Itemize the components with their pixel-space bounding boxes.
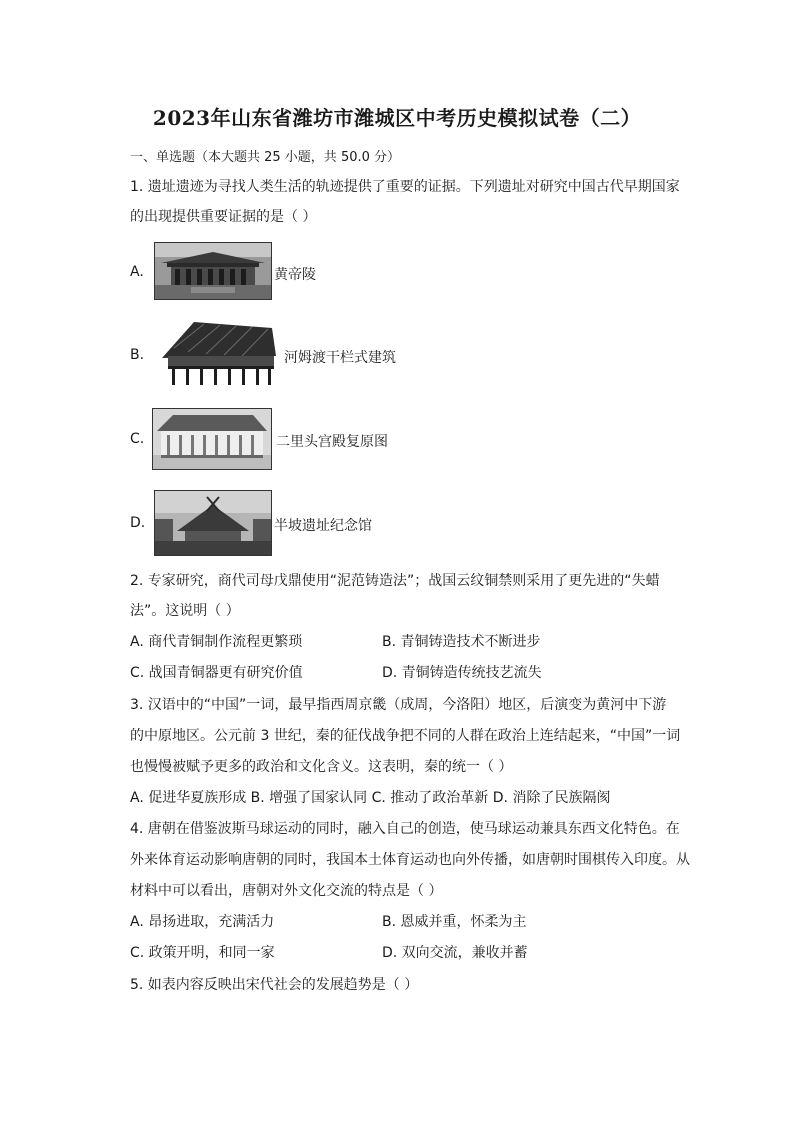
q2-stem-line1: 2. 专家研究，商代司母戊鼎使用“泥范铸造法”；战国云纹铜禁则采用了更先进的“失蜡	[130, 573, 660, 589]
q1-option-b-label: B.	[130, 347, 145, 363]
q4-option-b: B. 恩威并重，怀柔为主	[382, 914, 527, 930]
q1-option-d-caption: 半坡遗址纪念馆	[274, 518, 372, 534]
q2-option-b: B. 青铜铸造技术不断进步	[382, 634, 541, 650]
q4-stem-line1: 4. 唐朝在借鉴波斯马球运动的同时，融入自己的创造，使马球运动兼具东西文化特色。在	[130, 821, 680, 837]
stilt-house-photo	[154, 318, 280, 388]
q1-option-a-label: A.	[130, 264, 144, 280]
q1-option-c-caption: 二里头宫殿复原图	[276, 434, 388, 450]
memorial-hall-photo	[154, 490, 272, 556]
q4-stem-line3: 材料中可以看出，唐朝对外文化交流的特点是（ ）	[130, 883, 443, 899]
q4-option-d: D. 双向交流，兼收并蓄	[382, 945, 528, 961]
q4-stem-line2: 外来体育运动影响唐朝的同时，我国本土体育运动也向外传播，如唐朝时围棋传入印度。从	[130, 852, 690, 868]
q2-stem-line2: 法”。这说明（ ）	[130, 603, 240, 619]
q2-option-d: D. 青铜铸造传统技艺流失	[382, 665, 542, 681]
q1-option-c-label: C.	[130, 431, 145, 447]
q1-option-d-label: D.	[130, 515, 146, 531]
q1-option-b-caption: 河姆渡干栏式建筑	[284, 350, 396, 366]
section-heading: 一、单选题（本大题共 25 小题，共 50.0 分）	[130, 150, 401, 165]
q3-options: A. 促进华夏族形成 B. 增强了国家认同 C. 推动了政治革新 D. 消除了民族隔阂	[130, 790, 611, 806]
q4-option-a: A. 昂扬进取，充满活力	[130, 914, 275, 930]
q5-stem-line1: 5. 如表内容反映出宋代社会的发展趋势是（ ）	[130, 977, 419, 993]
q3-stem-line2: 的中原地区。公元前 3 世纪，秦的征伐战争把不同的人群在政治上连结起来，“中国”一词	[130, 728, 681, 744]
q1-option-a-caption: 黄帝陵	[274, 267, 316, 283]
q2-option-a: A. 商代青铜制作流程更繁琐	[130, 634, 303, 650]
q4-option-c: C. 政策开明，和同一家	[130, 945, 275, 961]
exam-title: 2023年山东省潍坊市潍城区中考历史模拟试卷（二）	[152, 106, 642, 130]
q3-stem-line1: 3. 汉语中的“中国”一词，最早指西周京畿（成周，今洛阳）地区，后演变为黄河中下游	[130, 697, 667, 713]
palace-reconstruction-photo	[152, 408, 272, 470]
q3-stem-line3: 也慢慢被赋予更多的政治和文化含义。这表明，秦的统一（ ）	[130, 759, 513, 775]
q2-option-c: C. 战国青铜器更有研究价值	[130, 665, 303, 681]
q1-stem-line1: 1. 遗址遗迹为寻找人类生活的轨迹提供了重要的证据。下列遗址对研究中国古代早期国家	[130, 179, 680, 195]
mausoleum-photo	[154, 242, 272, 300]
q1-stem-line2: 的出现提供重要证据的是（ ）	[130, 209, 317, 225]
